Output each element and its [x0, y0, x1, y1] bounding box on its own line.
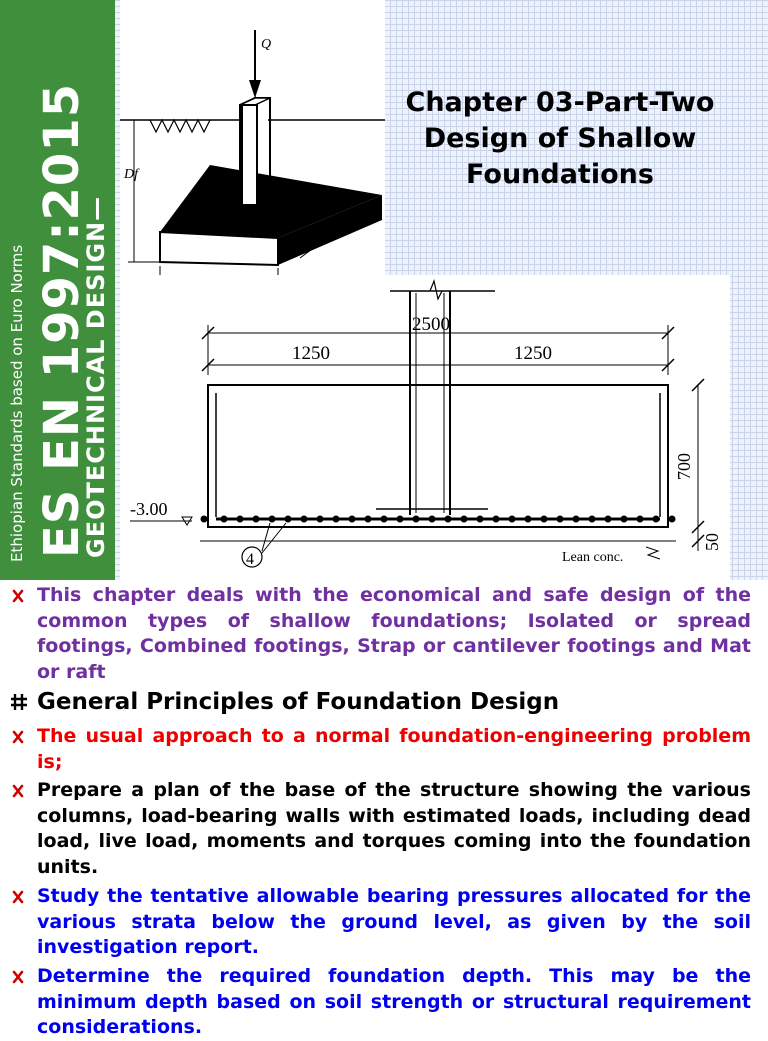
- spine-subtitle: Ethiopian Standards based on Euro Norms: [8, 244, 26, 562]
- dim-right: 1250: [514, 343, 552, 364]
- title-line-2: Design of Shallow: [423, 123, 697, 154]
- slide-title: [385, 85, 735, 193]
- bullet-text: Determine the required foundation depth. This may be the minimum depth based on soil strength or structural requirement considerations.: [37, 965, 751, 1039]
- dim-total: 2500: [412, 314, 450, 335]
- title-line-3: Foundations: [466, 159, 654, 190]
- length-label: L: [332, 225, 340, 240]
- dim-left: 1250: [292, 343, 330, 364]
- section-heading: General Principles of Foundation Design: [37, 689, 560, 715]
- dim-cover: 50: [702, 533, 722, 551]
- bullet-text: This chapter deals with the economical and safe design of the common types of shallow foundations; Isolated or spread footings, Combined footings, Strap or cantilever footings and Mat or raft: [37, 584, 751, 683]
- spine-banner: [0, 0, 115, 580]
- bullet-text: The usual approach to a normal foundation-engineering problem is;: [37, 725, 751, 773]
- spine-topic: GEOTECHNICAL DESIGN—: [82, 195, 110, 558]
- title-line-1: Chapter 03-Part-Two: [405, 87, 715, 118]
- x-bullet-icon: [10, 724, 28, 744]
- load-label: Q: [261, 37, 272, 52]
- level-label: -3.00: [130, 499, 168, 519]
- dim-height: 700: [674, 453, 694, 480]
- x-bullet-icon: [10, 583, 28, 603]
- x-bullet-icon: [10, 778, 28, 798]
- rebar-mark: 4: [246, 551, 254, 568]
- depth-label: Df: [124, 167, 138, 182]
- x-bullet-icon: [10, 884, 28, 904]
- hash-bullet-icon: [10, 691, 28, 711]
- bullet-text: Prepare a plan of the base of the structure showing the various columns, load-bearing walls with estimated loads, including dead load, live load, moments and torques coming into the foundation units.: [37, 779, 751, 878]
- bullet-text: Study the tentative allowable bearing pressures allocated for the various strata below the ground level, as given by the soil investigation report.: [37, 885, 751, 959]
- spine-standard-code: ES EN 1997:2015: [34, 82, 90, 558]
- footing-section-drawing: [120, 275, 730, 580]
- lean-concrete-label: Lean conc.: [562, 550, 624, 565]
- x-bullet-icon: [10, 964, 28, 984]
- slide-body: [0, 580, 768, 1039]
